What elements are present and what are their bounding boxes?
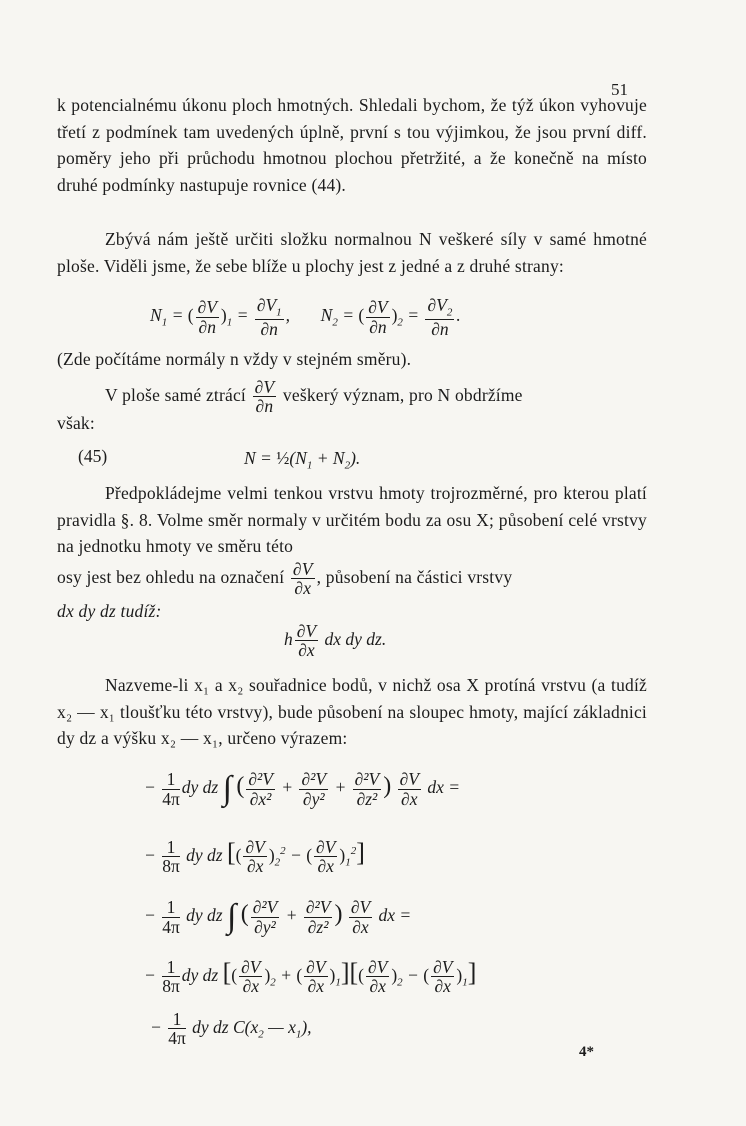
paragraph-6: Nazveme-li x₁ a x₂ souřadnice bodů, v nichž osa X protíná vrstvu (a tudíž x₂ — x₁ tloušťku této vrstvy), bude působení na sloupec hmoty, mající základnici dy dz a výšku x₂ — x₁, určeno výrazem: bbox=[57, 675, 647, 749]
equation-45-label: (45) bbox=[78, 446, 108, 466]
paragraph-3: (Zde počítáme normály n vždy v stejném směru). bbox=[57, 349, 412, 369]
p4-start: V ploše samé ztrácí bbox=[105, 384, 246, 405]
paragraph-5-line: osy jest bez ohledu na označení $\frac{\partial V}{\partial x}$ , působení na částici vrstvy bbox=[57, 559, 513, 599]
equation-line-1: − $\frac{1}{4\pi}$ dy dz ∫ ( $\frac{\text{∂²V}}{\text{∂x²}}$ + $\frac{\text{∂²V}}{\text{∂y²}}$ + $\frac{\text{∂²V}}{\text{∂z²}}$ ) $\frac{\partial V}{\partial x}$ dx = bbox=[144, 769, 461, 809]
p4-end: veškerý význam, pro N obdržíme bbox=[282, 384, 523, 405]
paragraph-5-end: dx dy dz tudíž: bbox=[57, 601, 162, 621]
p5-end: , působení na částici vrstvy bbox=[316, 566, 513, 587]
paragraph-1: k potencialnému úkonu ploch hmotných. Shledali bychom, že týž úkon vyhovuje třetí z podmínek tam uvedených úplně, první s tou výjimkou, že jsou první diff. poměry jeho při průchodu hmotnou plochou přetržité, a že konečně na místo druhé podmínky nastupuje rovnice (44). bbox=[57, 95, 647, 195]
equation-line-3: − $\frac{1}{4\pi}$ dy dz ∫ ( $\frac{\text{∂²V}}{\text{∂y²}}$ + $\frac{\text{∂²V}}{\text{∂z²}}$ ) $\frac{\partial V}{\partial x}$ dx = bbox=[144, 897, 412, 937]
equation-h: h $\frac{\partial V}{\partial x}$ dx dy dz. bbox=[284, 621, 387, 661]
p5-start: osy jest bez ohledu na označení bbox=[57, 566, 285, 587]
paragraph-4: V ploše samé ztrácí $\frac{\partial V}{\partial n}$ veškerý význam, pro N obdržíme bbox=[105, 377, 523, 417]
signature-mark: 4* bbox=[579, 1044, 594, 1060]
paragraph-2: Zbývá nám ještě určiti složku normalnou N veškeré síly v samé hmotné ploše. Viděli jsme, že sebe blíže u plochy jest z jedné a z druhé strany: bbox=[57, 229, 647, 276]
page-number: 51 bbox=[611, 80, 628, 99]
equation-line-2: − $\frac{1}{8\pi}$ dy dz [( $\frac{\partial V}{\partial x}$ )$_2^2$ − ( $\frac{\partial V}{\partial x}$ )$_1^2$] bbox=[144, 837, 365, 877]
equation-line-4: − $\frac{1}{8\pi}$ dy dz [( $\frac{\partial V}{\partial x}$ )$_2$ + ( $\frac{\partial V}{\partial x}$ )$_1$][( $\frac{\partial V}{\partial x}$ )$_2$ − ( $\frac{\partial V}{\partial x}$ )$_1$] bbox=[144, 957, 477, 997]
paragraph-5: Předpokládejme velmi tenkou vrstvu hmoty trojrozměrné, pro kterou platí pravidla §. 8. Volme směr normaly v určitém bodu za osu X; působení celé vrstvy na jednotku hmoty ve směru této bbox=[57, 483, 647, 557]
equation-line-5: − $\frac{1}{4\pi}$ dy dz $C(x_2$ — $x_1$), bbox=[150, 1009, 312, 1049]
equation-normal-components: $N_1$ = ( $\frac{\partial V}{\partial n}$ )$_1$ = $\frac{\partial V_1}{\partial n}$ , $N_2$ = ( $\frac{\partial V}{\partial n}$ )$_2$ = $\frac{\partial V_2}{\partial n}$ . bbox=[150, 295, 461, 340]
paragraph-4-cont: však: bbox=[57, 413, 95, 433]
equation-45: $N = \frac{1}{2}(N_1 + N_2)$. bbox=[244, 448, 361, 472]
